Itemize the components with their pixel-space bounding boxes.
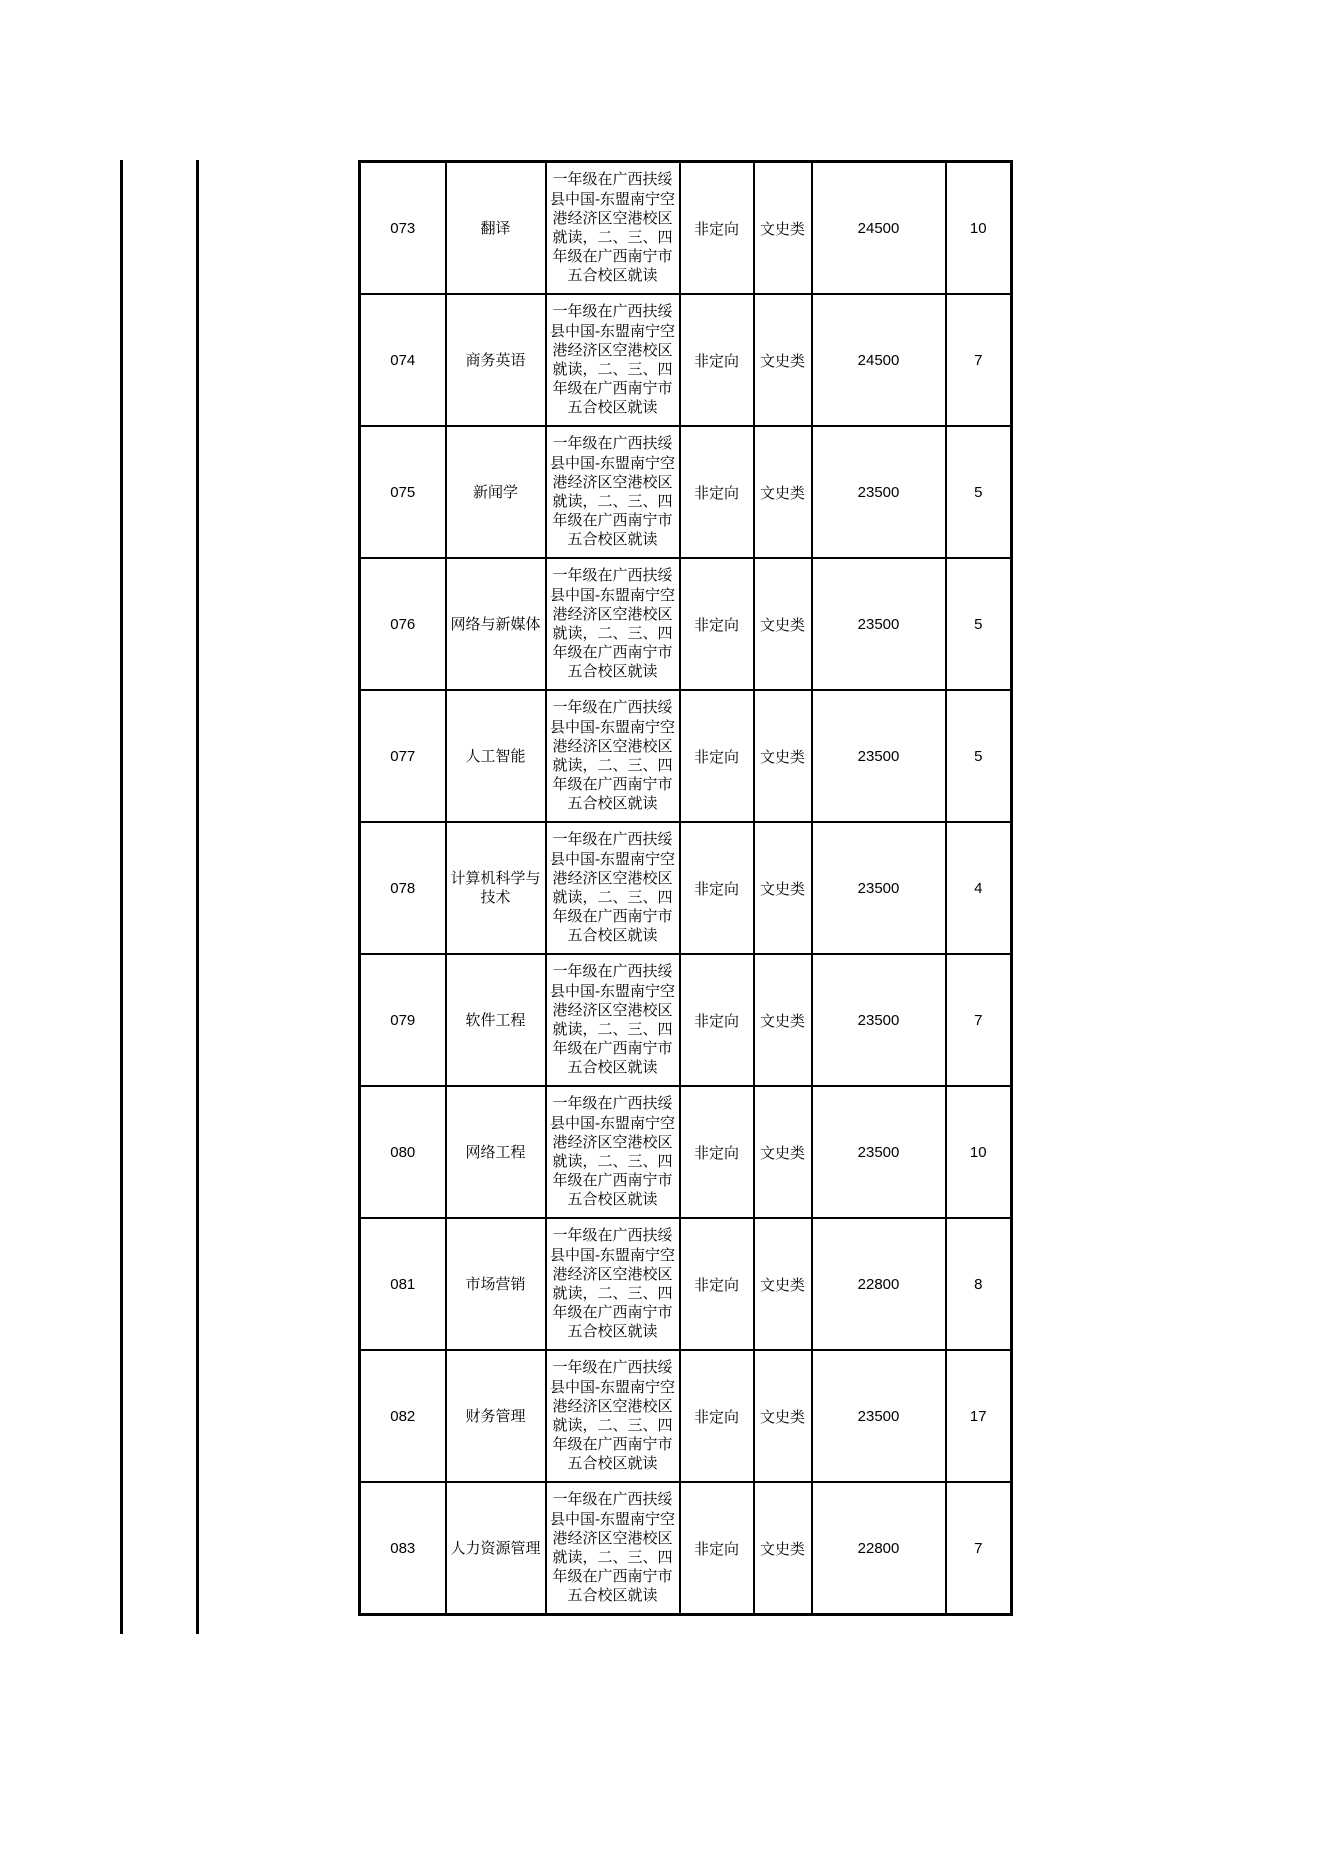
table-row bbox=[360, 954, 1012, 1086]
quota-cell: 4 bbox=[946, 822, 1012, 954]
enrollment-type-cell: 非定向 bbox=[680, 162, 754, 295]
major-code-cell: 074 bbox=[360, 294, 446, 426]
subject-category-cell: 文史类 bbox=[754, 294, 812, 426]
enrollment-type-cell: 非定向 bbox=[680, 558, 754, 690]
subject-category-cell: 文史类 bbox=[754, 1482, 812, 1615]
admissions-table bbox=[358, 160, 1013, 1616]
table-row bbox=[360, 1218, 1012, 1350]
major-name-cell: 翻译 bbox=[446, 162, 546, 295]
subject-category-cell: 文史类 bbox=[754, 1350, 812, 1482]
table-row bbox=[360, 426, 1012, 558]
campus-note-cell: 一年级在广西扶绥县中国-东盟南宁空港经济区空港校区就读，二、三、四年级在广西南宁市五合校区就读 bbox=[546, 1482, 680, 1615]
major-code-cell: 077 bbox=[360, 690, 446, 822]
subject-category-cell: 文史类 bbox=[754, 690, 812, 822]
table-row bbox=[360, 1350, 1012, 1482]
major-code-cell: 083 bbox=[360, 1482, 446, 1615]
tuition-fee-cell: 23500 bbox=[812, 1086, 946, 1218]
major-code-cell: 075 bbox=[360, 426, 446, 558]
campus-note-cell: 一年级在广西扶绥县中国-东盟南宁空港经济区空港校区就读，二、三、四年级在广西南宁市五合校区就读 bbox=[546, 1218, 680, 1350]
left-inner-border-line bbox=[196, 160, 199, 1634]
enrollment-type-cell: 非定向 bbox=[680, 294, 754, 426]
quota-cell: 7 bbox=[946, 294, 1012, 426]
subject-category-cell: 文史类 bbox=[754, 558, 812, 690]
quota-cell: 10 bbox=[946, 1086, 1012, 1218]
major-code-cell: 076 bbox=[360, 558, 446, 690]
campus-note-cell: 一年级在广西扶绥县中国-东盟南宁空港经济区空港校区就读，二、三、四年级在广西南宁市五合校区就读 bbox=[546, 426, 680, 558]
subject-category-cell: 文史类 bbox=[754, 162, 812, 295]
major-code-cell: 079 bbox=[360, 954, 446, 1086]
major-name-cell: 网络与新媒体 bbox=[446, 558, 546, 690]
table-row bbox=[360, 294, 1012, 426]
campus-note-cell: 一年级在广西扶绥县中国-东盟南宁空港经济区空港校区就读，二、三、四年级在广西南宁市五合校区就读 bbox=[546, 954, 680, 1086]
tuition-fee-cell: 23500 bbox=[812, 1350, 946, 1482]
tuition-fee-cell: 23500 bbox=[812, 954, 946, 1086]
subject-category-cell: 文史类 bbox=[754, 426, 812, 558]
major-name-cell: 财务管理 bbox=[446, 1350, 546, 1482]
campus-note-cell: 一年级在广西扶绥县中国-东盟南宁空港经济区空港校区就读，二、三、四年级在广西南宁市五合校区就读 bbox=[546, 294, 680, 426]
campus-note-cell: 一年级在广西扶绥县中国-东盟南宁空港经济区空港校区就读，二、三、四年级在广西南宁市五合校区就读 bbox=[546, 690, 680, 822]
enrollment-type-cell: 非定向 bbox=[680, 1086, 754, 1218]
quota-cell: 10 bbox=[946, 162, 1012, 295]
quota-cell: 5 bbox=[946, 690, 1012, 822]
major-name-cell: 人工智能 bbox=[446, 690, 546, 822]
campus-note-cell: 一年级在广西扶绥县中国-东盟南宁空港经济区空港校区就读，二、三、四年级在广西南宁市五合校区就读 bbox=[546, 822, 680, 954]
campus-note-cell: 一年级在广西扶绥县中国-东盟南宁空港经济区空港校区就读，二、三、四年级在广西南宁市五合校区就读 bbox=[546, 1350, 680, 1482]
subject-category-cell: 文史类 bbox=[754, 1086, 812, 1218]
quota-cell: 17 bbox=[946, 1350, 1012, 1482]
subject-category-cell: 文史类 bbox=[754, 1218, 812, 1350]
enrollment-type-cell: 非定向 bbox=[680, 1350, 754, 1482]
table-body bbox=[360, 162, 1012, 1615]
enrollment-type-cell: 非定向 bbox=[680, 822, 754, 954]
table-row bbox=[360, 690, 1012, 822]
table-row bbox=[360, 162, 1012, 295]
tuition-fee-cell: 23500 bbox=[812, 426, 946, 558]
campus-note-cell: 一年级在广西扶绥县中国-东盟南宁空港经济区空港校区就读，二、三、四年级在广西南宁市五合校区就读 bbox=[546, 162, 680, 295]
subject-category-cell: 文史类 bbox=[754, 822, 812, 954]
major-name-cell: 网络工程 bbox=[446, 1086, 546, 1218]
major-code-cell: 073 bbox=[360, 162, 446, 295]
tuition-fee-cell: 23500 bbox=[812, 822, 946, 954]
major-name-cell: 软件工程 bbox=[446, 954, 546, 1086]
tuition-fee-cell: 22800 bbox=[812, 1482, 946, 1615]
major-code-cell: 080 bbox=[360, 1086, 446, 1218]
table-row bbox=[360, 558, 1012, 690]
subject-category-cell: 文史类 bbox=[754, 954, 812, 1086]
tuition-fee-cell: 24500 bbox=[812, 162, 946, 295]
table-row bbox=[360, 822, 1012, 954]
enrollment-type-cell: 非定向 bbox=[680, 1218, 754, 1350]
major-name-cell: 人力资源管理 bbox=[446, 1482, 546, 1615]
enrollment-type-cell: 非定向 bbox=[680, 1482, 754, 1615]
tuition-fee-cell: 22800 bbox=[812, 1218, 946, 1350]
campus-note-cell: 一年级在广西扶绥县中国-东盟南宁空港经济区空港校区就读，二、三、四年级在广西南宁市五合校区就读 bbox=[546, 1086, 680, 1218]
table-row bbox=[360, 1482, 1012, 1615]
major-name-cell: 商务英语 bbox=[446, 294, 546, 426]
enrollment-type-cell: 非定向 bbox=[680, 690, 754, 822]
major-name-cell: 计算机科学与技术 bbox=[446, 822, 546, 954]
tuition-fee-cell: 23500 bbox=[812, 558, 946, 690]
enrollment-type-cell: 非定向 bbox=[680, 954, 754, 1086]
quota-cell: 7 bbox=[946, 1482, 1012, 1615]
table-row bbox=[360, 1086, 1012, 1218]
campus-note-cell: 一年级在广西扶绥县中国-东盟南宁空港经济区空港校区就读，二、三、四年级在广西南宁市五合校区就读 bbox=[546, 558, 680, 690]
quota-cell: 5 bbox=[946, 558, 1012, 690]
quota-cell: 5 bbox=[946, 426, 1012, 558]
quota-cell: 8 bbox=[946, 1218, 1012, 1350]
major-name-cell: 新闻学 bbox=[446, 426, 546, 558]
quota-cell: 7 bbox=[946, 954, 1012, 1086]
major-name-cell: 市场营销 bbox=[446, 1218, 546, 1350]
tuition-fee-cell: 24500 bbox=[812, 294, 946, 426]
major-code-cell: 082 bbox=[360, 1350, 446, 1482]
tuition-fee-cell: 23500 bbox=[812, 690, 946, 822]
major-code-cell: 081 bbox=[360, 1218, 446, 1350]
enrollment-type-cell: 非定向 bbox=[680, 426, 754, 558]
left-border-line bbox=[120, 160, 123, 1634]
major-code-cell: 078 bbox=[360, 822, 446, 954]
